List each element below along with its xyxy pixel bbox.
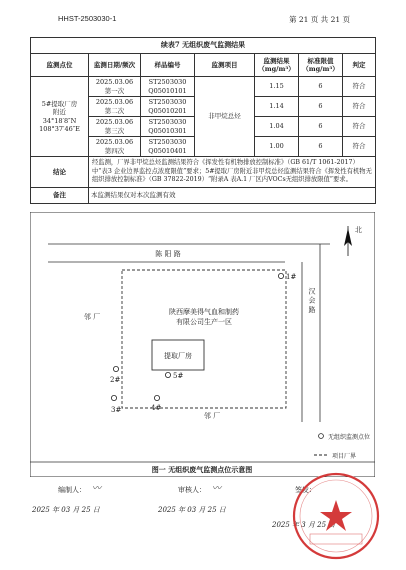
reviewer-signature: 〰 xyxy=(212,484,222,494)
factory-name-line2: 有限公司生产一区 xyxy=(176,318,232,326)
sample-id: ST2503030 xyxy=(148,138,187,147)
row-date: 2025.03.06 xyxy=(95,78,134,87)
north-arrow-icon xyxy=(344,226,352,256)
limit-value: 6 xyxy=(299,137,343,157)
note-text: 本监测结果仅对本次监测有效 xyxy=(89,187,376,203)
sample-id: Q05010101 xyxy=(148,86,187,95)
limit-value: 6 xyxy=(299,97,343,117)
compiler-signature: 〰 xyxy=(92,484,102,494)
row-freq: 第四次 xyxy=(104,146,125,155)
note-label: 备注 xyxy=(31,187,89,203)
road-right-label: 汉 会 路 xyxy=(308,287,316,313)
judge-value: 符合 xyxy=(343,77,376,97)
note-row xyxy=(31,187,376,203)
point-label-3: 3# xyxy=(111,406,122,414)
road-top-label: 陈 阳 路 xyxy=(155,250,181,258)
col-header: 标准限值（mg/m³） xyxy=(299,54,343,77)
col-header: 判定 xyxy=(343,54,376,77)
results-table xyxy=(30,37,376,204)
point-label-1: 1# xyxy=(286,273,297,281)
row-freq: 第二次 xyxy=(104,106,125,115)
point-name: 5#提取厂房 xyxy=(41,100,78,109)
reviewer-date: 2025 年 03 月 25 日 xyxy=(158,506,226,514)
sample-id: ST2503030 xyxy=(148,98,187,107)
page-info: 第 21 页 共 21 页 xyxy=(288,15,350,24)
compiler-label: 编制人： xyxy=(58,486,86,494)
neighbor-bottom-label: 邻 厂 xyxy=(203,412,221,420)
row-date: 2025.03.06 xyxy=(95,118,134,127)
conclusion-row xyxy=(31,157,376,188)
point-label-4: 4# xyxy=(151,404,162,412)
legend-point-label: 无组织监测点位 xyxy=(328,434,371,441)
monitoring-item: 非甲烷总烃 xyxy=(195,77,255,157)
approver-date: 2025 年 3 月 25 日 xyxy=(272,521,336,529)
results-table-wrap xyxy=(30,37,375,204)
col-header: 监测结果（mg/m³） xyxy=(255,54,299,77)
row-date: 2025.03.06 xyxy=(95,138,134,147)
table-row xyxy=(31,77,376,97)
table-title: 续表7 无组织废气监测结果 xyxy=(31,38,376,54)
site-diagram xyxy=(30,212,375,477)
conclusion-text: 经监测，厂界非甲烷总烃监测结果符合《挥发性有机物排放控制标准》（GB 61/T 1061-2017）中“表3 企业边界监控点浓度限值”要求；5#提取厂房附近非甲烷总烃监测结果符合《挥发性有机物无组织排放控制标准》（GB 37822-2019）“附录A 表A.1 厂区内VOCs无组织排放限值”要求。 xyxy=(89,157,376,188)
reviewer-label: 审核人： xyxy=(178,486,206,494)
conclusion-label: 结论 xyxy=(31,157,89,188)
official-stamp xyxy=(290,470,382,562)
report-number: HHST-2503030-1 xyxy=(58,14,117,23)
row-freq: 第一次 xyxy=(104,86,125,95)
row-freq: 第三次 xyxy=(104,126,125,135)
sample-id: Q05010201 xyxy=(148,106,187,115)
col-header: 监测项目 xyxy=(195,54,255,77)
judge-value: 符合 xyxy=(343,97,376,117)
limit-value: 6 xyxy=(299,117,343,137)
col-header: 监测点位 xyxy=(31,54,89,77)
point-marker-2 xyxy=(113,366,118,371)
sample-id: Q05010401 xyxy=(148,146,187,155)
legend-point-icon xyxy=(319,434,324,439)
judge-value: 符合 xyxy=(343,117,376,137)
point-label-2: 2# xyxy=(110,376,121,384)
monitoring-point-cell xyxy=(31,77,89,157)
building-label: 提取厂房 xyxy=(164,352,192,360)
result-value: 1.15 xyxy=(255,77,299,97)
result-value: 1.04 xyxy=(255,117,299,137)
limit-value: 6 xyxy=(299,77,343,97)
north-label: 北 xyxy=(355,226,362,234)
sample-id: ST2503030 xyxy=(148,78,187,87)
col-header: 样品编号 xyxy=(141,54,195,77)
point-marker-1 xyxy=(278,273,283,278)
judge-value: 符合 xyxy=(343,137,376,157)
neighbor-left-label: 邻 厂 xyxy=(83,313,101,321)
col-header: 监测日期/频次 xyxy=(89,54,141,77)
point-name: 附近 xyxy=(53,108,66,117)
point-lon: 108°37′46″E xyxy=(39,124,80,133)
diagram-caption: 图一 无组织废气监测点位示意图 xyxy=(151,465,253,474)
result-value: 1.14 xyxy=(255,97,299,117)
point-label-5: 5# xyxy=(173,372,184,380)
point-marker-3 xyxy=(111,395,116,400)
compiler-date: 2025 年 03 月 25 日 xyxy=(32,506,100,514)
sample-id: ST2503030 xyxy=(148,118,187,127)
approver-label: 签发： xyxy=(295,486,316,494)
factory-name: 陕西摩美得气血和制药 xyxy=(169,308,239,316)
result-value: 1.00 xyxy=(255,137,299,157)
row-date: 2025.03.06 xyxy=(95,98,134,107)
point-lat: 34°18′8″N xyxy=(42,116,77,125)
point-marker-5 xyxy=(165,372,170,377)
legend-line-label: 项目厂界 xyxy=(332,453,357,460)
point-marker-4 xyxy=(154,395,159,400)
sample-id: Q05010301 xyxy=(148,126,187,135)
